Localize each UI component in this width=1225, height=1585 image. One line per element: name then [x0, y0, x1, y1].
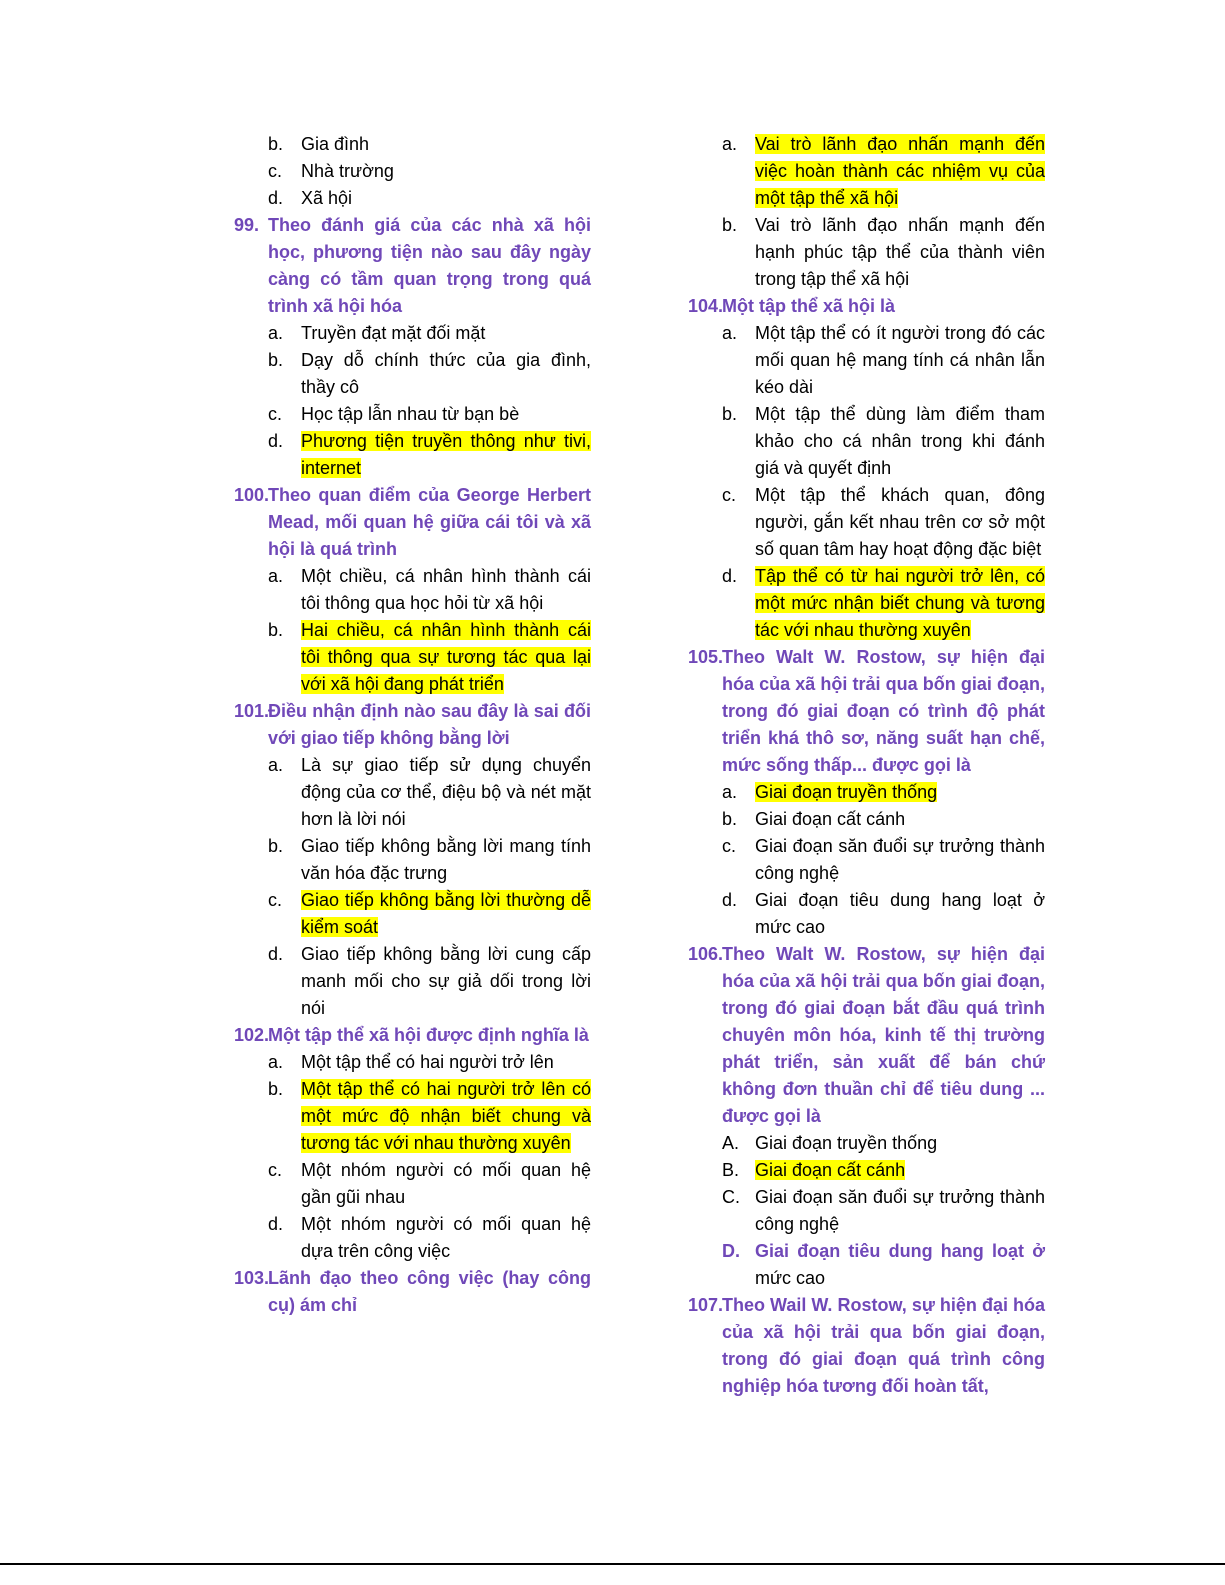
- question-number: 99.: [234, 215, 260, 235]
- option-text: [301, 563, 591, 617]
- option-text: [755, 806, 1045, 833]
- highlighted-answer: Hai chiều, cá nhân hình thành cái tôi thông qua sự tương tác qua lại với xã hội đang phát triển: [301, 620, 591, 694]
- option-text-span: Truyền đạt mặt đối mặt: [301, 323, 486, 343]
- question-number: 105.: [688, 647, 724, 667]
- option-label: B.: [722, 1160, 740, 1180]
- question-number: 107.: [688, 1295, 724, 1315]
- option-text-span: Giao tiếp không bằng lời mang tính văn hóa đặc trưng: [301, 836, 591, 883]
- answer-option: [688, 482, 1045, 563]
- option-label: C.: [722, 1187, 740, 1207]
- option-text-span: Là sự giao tiếp sử dụng chuyển động của cơ thể, điệu bộ và nét mặt hơn là lời nói: [301, 755, 591, 829]
- option-label: d.: [268, 188, 284, 208]
- question-text: Theo quan điểm của George Herbert Mead, mối quan hệ giữa cái tôi và xã hội là quá trình: [268, 485, 591, 559]
- option-text-span: Giai đoạn săn đuổi sự trưởng thành công nghệ: [755, 1187, 1045, 1234]
- option-label: c.: [268, 404, 283, 424]
- option-label: a.: [722, 323, 738, 343]
- question: [688, 941, 1045, 1130]
- option-label: a.: [268, 1052, 284, 1072]
- option-label: c.: [722, 485, 737, 505]
- option-text-span: Một tập thể có hai người trở lên: [301, 1052, 554, 1072]
- option-label: b.: [722, 809, 738, 829]
- answer-option: [234, 563, 591, 617]
- question-number: 100.: [234, 485, 270, 505]
- answer-option: [234, 401, 591, 428]
- answer-option: [234, 833, 591, 887]
- highlighted-answer: Phương tiện truyền thông như tivi, internet: [301, 431, 591, 478]
- option-text-span: Một tập thể có ít người trong đó các mối quan hệ mang tính cá nhân lẫn kéo dài: [755, 323, 1045, 397]
- option-label: c.: [268, 890, 283, 910]
- option-text: [755, 779, 1045, 806]
- question: [234, 698, 591, 752]
- option-text: [301, 158, 591, 185]
- option-text: [301, 941, 591, 1022]
- option-text: [301, 347, 591, 401]
- option-text: [755, 401, 1045, 482]
- page-bottom-rule: [0, 1563, 1225, 1565]
- option-label: b.: [722, 404, 738, 424]
- option-label: b.: [268, 350, 284, 370]
- option-label: c.: [722, 836, 737, 856]
- question-number: 104.: [688, 296, 724, 316]
- question-number: 103.: [234, 1268, 270, 1288]
- question-text: Lãnh đạo theo công việc (hay công cụ) ám chỉ: [268, 1268, 591, 1315]
- answer-option: [688, 1157, 1045, 1184]
- answer-option: [234, 320, 591, 347]
- answer-option: [234, 887, 591, 941]
- option-label: a.: [722, 134, 738, 154]
- option-text-span: Giai đoạn cất cánh: [755, 809, 906, 829]
- option-text: [755, 1130, 1045, 1157]
- option-text: [755, 887, 1045, 941]
- question: [688, 293, 1045, 320]
- option-text-span: Giai đoạn truyền thống: [755, 1133, 938, 1153]
- option-text-span: Gia đình: [301, 134, 370, 154]
- option-text: [301, 617, 591, 698]
- question: [234, 482, 591, 563]
- option-text: [301, 1211, 591, 1265]
- option-text: [755, 1238, 1045, 1292]
- answer-option: [688, 212, 1045, 293]
- option-label: d.: [722, 890, 738, 910]
- option-text: [301, 752, 591, 833]
- question-text: Theo Wail W. Rostow, sự hiện đại hóa của xã hội trải qua bốn giai đoạn, trong đó giai đoạn quá trình công nghiệp hóa tương đối hoàn tất,: [722, 1295, 1045, 1396]
- question-number: 106.: [688, 944, 724, 964]
- option-label: b.: [268, 836, 284, 856]
- right-column: [688, 131, 1045, 1400]
- option-text-span: Một chiều, cá nhân hình thành cái tôi thông qua học hỏi từ xã hội: [301, 566, 591, 613]
- option-label: a.: [722, 782, 738, 802]
- option-label: a.: [268, 566, 284, 586]
- answer-option: [688, 131, 1045, 212]
- option-text: [301, 887, 591, 941]
- answer-option: [234, 752, 591, 833]
- option-text-span: Giai đoạn săn đuổi sự trưởng thành công nghệ: [755, 836, 1045, 883]
- option-label: c.: [268, 161, 283, 181]
- option-text-line: mức cao: [755, 1268, 826, 1288]
- option-text: [755, 833, 1045, 887]
- answer-option: [688, 1130, 1045, 1157]
- option-text-span: Một tập thể dùng làm điểm tham khảo cho cá nhân trong khi đánh giá và quyết định: [755, 404, 1045, 478]
- option-label: d.: [268, 1214, 284, 1234]
- highlighted-answer: Tập thể có từ hai người trở lên, có một mức nhận biết chung và tương tác với nhau thường xuyên: [755, 566, 1045, 640]
- option-text-span: Giao tiếp không bằng lời cung cấp manh mối cho sự giả dối trong lời nói: [301, 944, 591, 1018]
- highlighted-answer: Giai đoạn truyền thống: [755, 782, 938, 802]
- option-text: [301, 185, 591, 212]
- option-text-span: Vai trò lãnh đạo nhấn mạnh đến hạnh phúc tập thể của thành viên trong tập thể xã hội: [755, 215, 1045, 289]
- question: [234, 212, 591, 320]
- option-label: A.: [722, 1133, 740, 1153]
- option-text-span: Giai đoạn tiêu dung hang loạt ở mức cao: [755, 890, 1045, 937]
- answer-option: [234, 428, 591, 482]
- option-text: [755, 1184, 1045, 1238]
- option-text: [755, 320, 1045, 401]
- answer-option: [234, 617, 591, 698]
- answer-option: [688, 779, 1045, 806]
- option-label: b.: [268, 620, 284, 640]
- option-text: [301, 428, 591, 482]
- option-text: [301, 1157, 591, 1211]
- option-text-line: Giai đoạn tiêu dung hang loạt ở: [755, 1241, 1045, 1261]
- question-text: Điều nhận định nào sau đây là sai đối với giao tiếp không bằng lời: [268, 701, 591, 748]
- option-label: b.: [268, 134, 284, 154]
- option-label: D.: [722, 1241, 740, 1261]
- highlighted-answer: Giai đoạn cất cánh: [755, 1160, 906, 1180]
- answer-option: [688, 806, 1045, 833]
- question: [688, 1292, 1045, 1400]
- question-number: 101.: [234, 701, 270, 721]
- question-number: 102.: [234, 1025, 270, 1045]
- option-label: a.: [268, 323, 284, 343]
- answer-option: [688, 833, 1045, 887]
- question-text: Một tập thể xã hội là: [722, 296, 896, 316]
- option-text: [301, 320, 591, 347]
- question-text: Theo Walt W. Rostow, sự hiện đại hóa của xã hội trải qua bốn giai đoạn, trong đó giai đoạn có trình độ phát triển khá thô sơ, năng suất hạn chế, mức sống thấp... được gọi là: [722, 647, 1045, 775]
- answer-option: [688, 1238, 1045, 1292]
- answer-option: [688, 320, 1045, 401]
- answer-option: [688, 887, 1045, 941]
- option-text: [301, 833, 591, 887]
- option-text: [755, 482, 1045, 563]
- question: [234, 1265, 591, 1319]
- option-label: b.: [722, 215, 738, 235]
- highlighted-answer: Một tập thể có hai người trở lên có một mức độ nhận biết chung và tương tác với nhau thường xuyên: [301, 1079, 591, 1153]
- option-label: d.: [268, 944, 284, 964]
- option-text: [755, 131, 1045, 212]
- option-text: [755, 1157, 1045, 1184]
- option-text: [301, 1049, 591, 1076]
- option-text-span: Một tập thể khách quan, đông người, gắn kết nhau trên cơ sở một số quan tâm hay hoạt động đặc biệt: [755, 485, 1045, 559]
- option-text-span: Một nhóm người có mối quan hệ gần gũi nhau: [301, 1160, 591, 1207]
- question-text: Một tập thể xã hội được định nghĩa là: [268, 1025, 589, 1045]
- answer-option: [234, 185, 591, 212]
- option-text: [301, 131, 591, 158]
- answer-option: [234, 347, 591, 401]
- answer-option: [688, 563, 1045, 644]
- question-text: Theo đánh giá của các nhà xã hội học, phương tiện nào sau đây ngày càng có tầm quan trọng trong quá trình xã hội hóa: [268, 215, 591, 316]
- option-label: d.: [722, 566, 738, 586]
- answer-option: [234, 1049, 591, 1076]
- highlighted-answer: Vai trò lãnh đạo nhấn mạnh đến việc hoàn thành các nhiệm vụ của một tập thể xã hội: [755, 134, 1045, 208]
- answer-option: [234, 1157, 591, 1211]
- question: [688, 644, 1045, 779]
- option-text: [301, 1076, 591, 1157]
- option-label: b.: [268, 1079, 284, 1099]
- left-column: [234, 131, 591, 1319]
- highlighted-answer: Giao tiếp không bằng lời thường dễ kiểm soát: [301, 890, 591, 937]
- option-label: a.: [268, 755, 284, 775]
- option-text: [301, 401, 591, 428]
- option-text-span: Dạy dỗ chính thức của gia đình, thầy cô: [301, 350, 591, 397]
- option-label: c.: [268, 1160, 283, 1180]
- answer-option: [234, 1211, 591, 1265]
- question-text: Theo Walt W. Rostow, sự hiện đại hóa của xã hội trải qua bốn giai đoạn, trong đó giai đoạn bắt đầu quá trình chuyên môn hóa, kinh tế thị trường phát triển, sản xuất để bán chứ không đơn thuần chỉ để tiêu dung ... được gọi là: [722, 944, 1045, 1126]
- question: [234, 1022, 591, 1049]
- option-text-span: Một nhóm người có mối quan hệ dựa trên công việc: [301, 1214, 591, 1261]
- answer-option: [234, 1076, 591, 1157]
- answer-option: [688, 401, 1045, 482]
- option-text-span: Học tập lẫn nhau từ bạn bè: [301, 404, 520, 424]
- answer-option: [234, 941, 591, 1022]
- option-text-span: Xã hội: [301, 188, 353, 208]
- option-text: [755, 212, 1045, 293]
- option-text: [755, 563, 1045, 644]
- answer-option: [234, 158, 591, 185]
- option-label: d.: [268, 431, 284, 451]
- answer-option: [234, 131, 591, 158]
- answer-option: [688, 1184, 1045, 1238]
- option-text-span: Nhà trường: [301, 161, 394, 181]
